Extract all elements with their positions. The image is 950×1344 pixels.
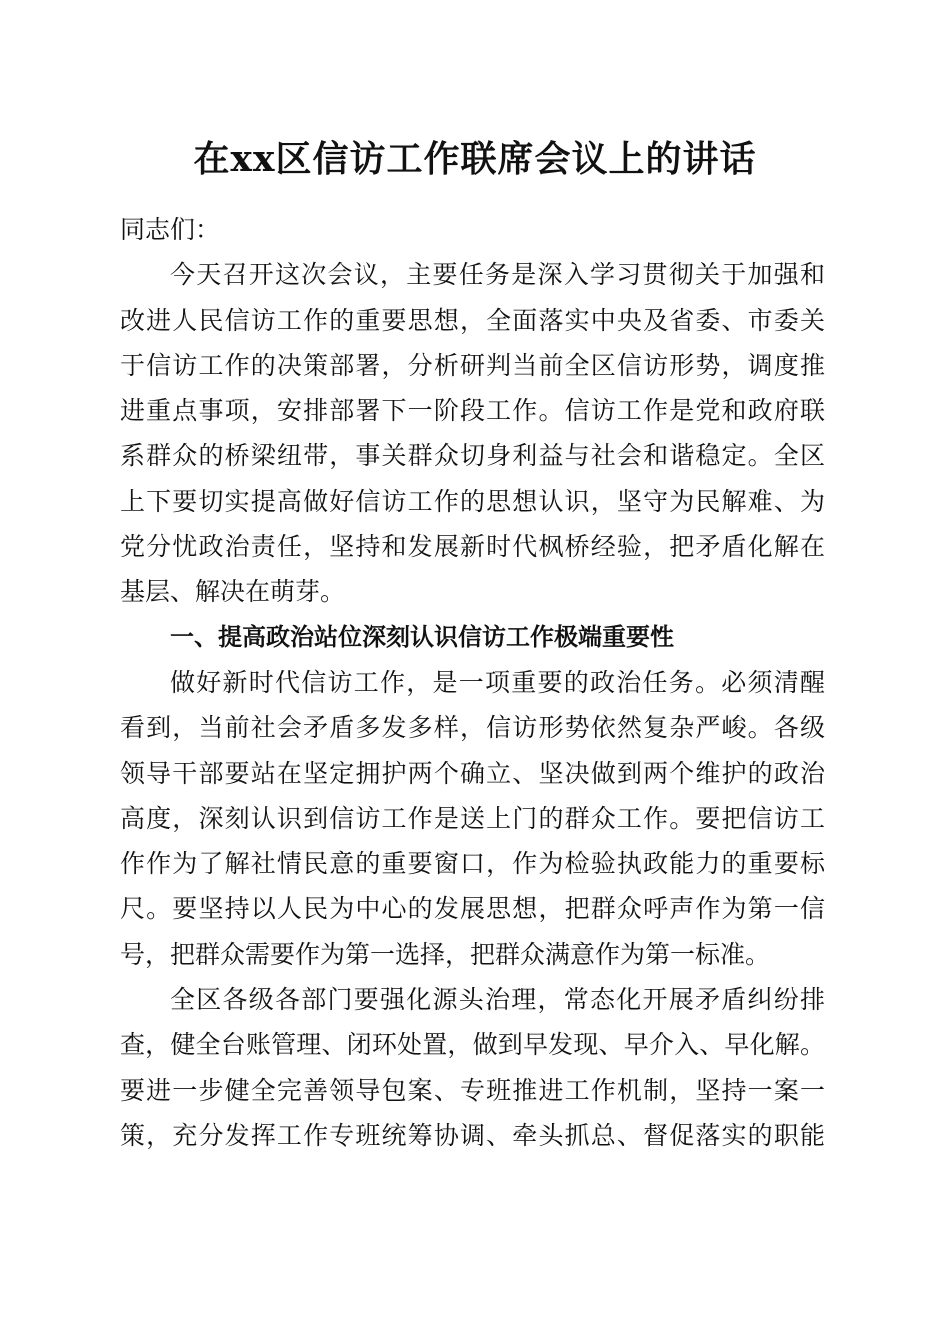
body-line: 做好新时代信访工作，是一项重要的政治任务。必须清醒	[170, 667, 825, 697]
body-line: 要进一步健全完善领导包案、专班推进工作机制，坚持一案一	[120, 1075, 825, 1105]
body-line: 改进人民信访工作的重要思想，全面落实中央及省委、市委关	[120, 305, 825, 335]
body-line: 全区各级各部门要强化源头治理，常态化开展矛盾纠纷排	[170, 985, 825, 1015]
body-line: 基层、解决在萌芽。	[120, 577, 346, 607]
body-line: 作作为了解社情民意的重要窗口，作为检验执政能力的重要标	[120, 849, 825, 879]
body-line: 策，充分发挥工作专班统筹协调、牵头抓总、督促落实的职能	[120, 1120, 825, 1150]
body-line: 进重点事项，安排部署下一阶段工作。信访工作是党和政府联	[120, 396, 825, 426]
salutation: 同志们：	[120, 215, 221, 244]
document-title: 在xx区信访工作联席会议上的讲话	[193, 138, 757, 180]
body-line: 系群众的桥梁纽带，事关群众切身利益与社会和谐稳定。全区	[120, 441, 825, 471]
document-body	[120, 207, 825, 1158]
body-line: 党分忧政治责任，坚持和发展新时代枫桥经验，把矛盾化解在	[120, 532, 825, 562]
body-line: 号，把群众需要作为第一选择，把群众满意作为第一标准。	[120, 939, 771, 969]
body-line: 领导干部要站在坚定拥护两个确立、坚决做到两个维护的政治	[120, 758, 825, 788]
body-line: 于信访工作的决策部署，分析研判当前全区信访形势，调度推	[120, 350, 825, 380]
body-line: 查，健全台账管理、闭环处置，做到早发现、早介入、早化解。	[120, 1030, 825, 1060]
body-line: 看到，当前社会矛盾多发多样，信访形势依然复杂严峻。各级	[120, 713, 825, 743]
body-line: 上下要切实提高做好信访工作的思想认识，坚守为民解难、为	[120, 486, 825, 516]
body-line: 今天召开这次会议，主要任务是深入学习贯彻关于加强和	[170, 260, 825, 290]
section-heading: 一、提高政治站位深刻认识信访工作极端重要性	[170, 622, 674, 651]
body-line: 高度，深刻认识到信访工作是送上门的群众工作。要把信访工	[120, 803, 825, 833]
body-line: 尺。要坚持以人民为中心的发展思想，把群众呼声作为第一信	[120, 894, 825, 924]
